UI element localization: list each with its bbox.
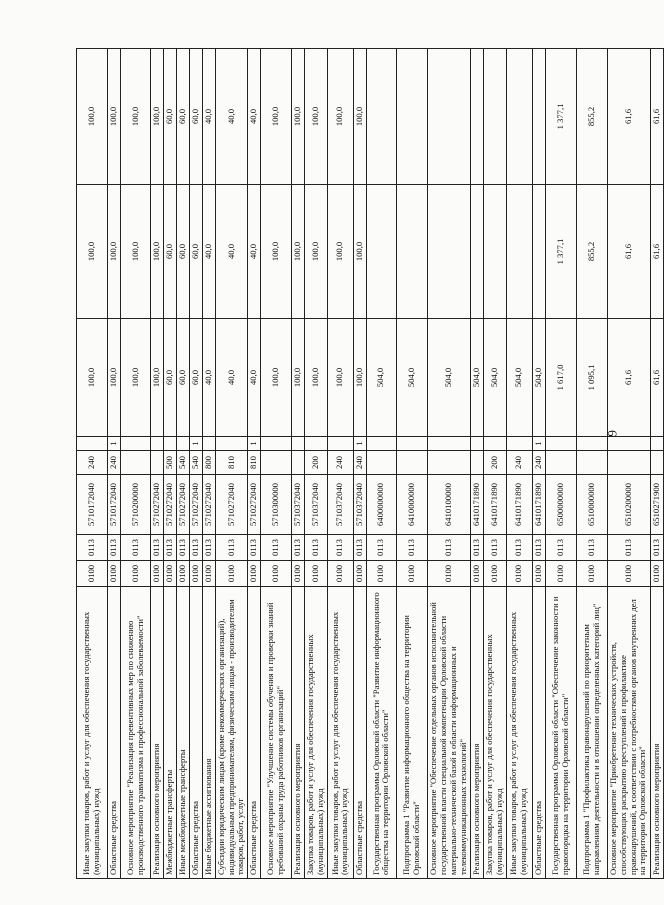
value-year3: 61,6 (607, 49, 650, 185)
target-code: 6410171890 (470, 475, 483, 535)
value-year1: 100,0 (77, 319, 108, 437)
value-year2: 100,0 (305, 185, 328, 319)
target-code: 5710272040 (202, 475, 215, 535)
row-name: Основное мероприятие "Улучшение системы обучения и проверки знаний требований охраны труда работников организаций" (261, 587, 292, 879)
table-row (77, 49, 108, 879)
expense-type (121, 451, 151, 475)
value-year2: 100,0 (353, 185, 366, 319)
section-code: 0113 (545, 535, 576, 561)
section-code: 0113 (470, 535, 483, 561)
extra-code (261, 437, 292, 451)
value-year1: 504,0 (366, 319, 396, 437)
expense-type (396, 451, 427, 475)
value-year2 (483, 185, 506, 319)
value-year2: 61,6 (607, 185, 650, 319)
expense-type: 540 (176, 451, 189, 475)
value-year2: 40,0 (202, 185, 215, 319)
table-row (327, 49, 353, 879)
expense-type (545, 451, 576, 475)
extra-code (176, 437, 189, 451)
ved-code: 0100 (77, 561, 108, 587)
target-code: 5710172040 (77, 475, 108, 535)
value-year1: 100,0 (151, 319, 164, 437)
row-name: Государственная программа Орловской области "Обеспечение законности и правопорядка на территории Орловской области" (545, 587, 576, 879)
ved-code: 0100 (176, 561, 189, 587)
section-code: 0113 (506, 535, 532, 561)
section-code: 0113 (215, 535, 248, 561)
value-year3: 100,0 (327, 49, 353, 185)
value-year3: 40,0 (202, 49, 215, 185)
value-year2: 60,0 (164, 185, 177, 319)
table-body (77, 49, 664, 879)
extra-code (202, 437, 215, 451)
row-name: Подпрограмма 1 "Профилактика правонарушений по приоритетным направлениям деятельности и в отношении определенных категорий лиц" (576, 587, 607, 879)
ved-code: 0100 (545, 561, 576, 587)
table-row (202, 49, 215, 879)
table-row (189, 49, 202, 879)
row-name: Реализация основного мероприятия (650, 587, 663, 879)
section-code: 0113 (483, 535, 506, 561)
section-code: 0113 (327, 535, 353, 561)
ved-code: 0100 (261, 561, 292, 587)
ved-code: 0100 (215, 561, 248, 587)
target-code: 5710272040 (151, 475, 164, 535)
table-row (483, 49, 506, 879)
value-year2: 100,0 (327, 185, 353, 319)
value-year3: 100,0 (121, 49, 151, 185)
section-code: 0113 (650, 535, 663, 561)
row-name: Реализация основного мероприятия (292, 587, 305, 879)
value-year2: 61,6 (650, 185, 663, 319)
section-code: 0113 (366, 535, 396, 561)
row-name: Закупка товаров, работ и услуг для обеспечения государственных (муниципальных) нужд (305, 587, 328, 879)
value-year1: 504,0 (396, 319, 427, 437)
expense-type: 810 (248, 451, 261, 475)
value-year2 (532, 185, 545, 319)
value-year1: 40,0 (202, 319, 215, 437)
extra-code: 1 (353, 437, 366, 451)
ved-code: 0100 (305, 561, 328, 587)
table-row (506, 49, 532, 879)
expense-type: 200 (305, 451, 328, 475)
ved-code: 0100 (327, 561, 353, 587)
value-year2: 100,0 (292, 185, 305, 319)
row-name: Областные средства (353, 587, 366, 879)
value-year1: 61,6 (650, 319, 663, 437)
row-name: Подпрограмма 1 "Развитие информационного общества на территории Орловской области" (396, 587, 427, 879)
value-year2 (396, 185, 427, 319)
extra-code (607, 437, 650, 451)
ved-code: 0100 (396, 561, 427, 587)
target-code: 5710372040 (292, 475, 305, 535)
extra-code (327, 437, 353, 451)
table-row (576, 49, 607, 879)
row-name: Государственная программа Орловской области "Развитие информационного общества на территории Орловской области" (366, 587, 396, 879)
extra-code (151, 437, 164, 451)
ved-code: 0100 (164, 561, 177, 587)
table-row (121, 49, 151, 879)
value-year3: 60,0 (176, 49, 189, 185)
table-row (607, 49, 650, 879)
value-year1: 100,0 (121, 319, 151, 437)
value-year3 (470, 49, 483, 185)
target-code: 6410000000 (396, 475, 427, 535)
ved-code: 0100 (189, 561, 202, 587)
section-code: 0113 (151, 535, 164, 561)
table-row (151, 49, 164, 879)
target-code: 6410171890 (532, 475, 545, 535)
expense-type (366, 451, 396, 475)
expense-type (650, 451, 663, 475)
ved-code: 0100 (506, 561, 532, 587)
expense-type (470, 451, 483, 475)
section-code: 0113 (305, 535, 328, 561)
extra-code: 1 (189, 437, 202, 451)
value-year1: 100,0 (327, 319, 353, 437)
ved-code: 0100 (483, 561, 506, 587)
target-code: 5710172040 (108, 475, 121, 535)
value-year3: 855,2 (576, 49, 607, 185)
expense-type (576, 451, 607, 475)
value-year1: 60,0 (189, 319, 202, 437)
expense-type: 240 (108, 451, 121, 475)
table-row (545, 49, 576, 879)
section-code: 0113 (353, 535, 366, 561)
row-name: Субсидии юридическим лицам (кроме некоммерческих организаций), индивидуальным предпринимателям, физическим лицам - производителям товаров, работ, услуг (215, 587, 248, 879)
value-year1: 504,0 (506, 319, 532, 437)
section-code: 0113 (576, 535, 607, 561)
value-year2: 100,0 (261, 185, 292, 319)
section-code: 0113 (121, 535, 151, 561)
value-year2 (427, 185, 470, 319)
ved-code: 0100 (121, 561, 151, 587)
value-year3: 100,0 (305, 49, 328, 185)
value-year3 (427, 49, 470, 185)
value-year1: 504,0 (532, 319, 545, 437)
rotated-page (76, 49, 664, 879)
extra-code: 1 (248, 437, 261, 451)
section-code: 0113 (189, 535, 202, 561)
target-code: 6500000000 (545, 475, 576, 535)
value-year3 (532, 49, 545, 185)
table-row (366, 49, 396, 879)
extra-code (215, 437, 248, 451)
target-code: 6510271900 (650, 475, 663, 535)
section-code: 0113 (176, 535, 189, 561)
row-name: Иные закупки товаров, работ и услуг для обеспечения государственных (муниципальных) нужд (77, 587, 108, 879)
ved-code: 0100 (353, 561, 366, 587)
extra-code (545, 437, 576, 451)
value-year2: 100,0 (151, 185, 164, 319)
table-row (427, 49, 470, 879)
expense-type (292, 451, 305, 475)
extra-code (121, 437, 151, 451)
expense-type: 240 (532, 451, 545, 475)
table-row (108, 49, 121, 879)
target-code: 5710300000 (261, 475, 292, 535)
extra-code (305, 437, 328, 451)
extra-code (164, 437, 177, 451)
expense-type (607, 451, 650, 475)
ved-code: 0100 (151, 561, 164, 587)
section-code: 0113 (164, 535, 177, 561)
target-code: 5710272040 (164, 475, 177, 535)
extra-code (650, 437, 663, 451)
ved-code: 0100 (248, 561, 261, 587)
expense-type: 240 (327, 451, 353, 475)
value-year3 (483, 49, 506, 185)
value-year2 (506, 185, 532, 319)
table-row (470, 49, 483, 879)
ved-code: 0100 (202, 561, 215, 587)
ved-code: 0100 (532, 561, 545, 587)
expense-type: 500 (164, 451, 177, 475)
section-code: 0113 (108, 535, 121, 561)
target-code: 6410171890 (506, 475, 532, 535)
extra-code (576, 437, 607, 451)
target-code: 5710372040 (327, 475, 353, 535)
value-year1: 60,0 (176, 319, 189, 437)
value-year1: 40,0 (215, 319, 248, 437)
row-name: Иные закупки товаров, работ и услуг для обеспечения государственных (муниципальных) нужд (327, 587, 353, 879)
expense-type: 800 (202, 451, 215, 475)
ved-code: 0100 (470, 561, 483, 587)
section-code: 0113 (202, 535, 215, 561)
value-year3 (366, 49, 396, 185)
extra-code (292, 437, 305, 451)
value-year2: 40,0 (248, 185, 261, 319)
expense-type: 810 (215, 451, 248, 475)
value-year1: 100,0 (305, 319, 328, 437)
table-row (305, 49, 328, 879)
expense-type (261, 451, 292, 475)
value-year3: 60,0 (189, 49, 202, 185)
value-year2: 100,0 (108, 185, 121, 319)
value-year3: 1 377,1 (545, 49, 576, 185)
ved-code: 0100 (607, 561, 650, 587)
value-year2: 100,0 (121, 185, 151, 319)
value-year2 (470, 185, 483, 319)
value-year3: 40,0 (215, 49, 248, 185)
value-year1: 100,0 (261, 319, 292, 437)
value-year1: 504,0 (483, 319, 506, 437)
value-year1: 1 095,1 (576, 319, 607, 437)
target-code: 5710272040 (189, 475, 202, 535)
value-year2 (366, 185, 396, 319)
target-code: 6510200000 (607, 475, 650, 535)
table-row (292, 49, 305, 879)
target-code: 6400000000 (366, 475, 396, 535)
table-row (532, 49, 545, 879)
target-code: 5710272040 (215, 475, 248, 535)
value-year3: 100,0 (261, 49, 292, 185)
table-row (396, 49, 427, 879)
value-year1: 504,0 (427, 319, 470, 437)
expense-type: 200 (483, 451, 506, 475)
extra-code (506, 437, 532, 451)
row-name: Реализация основного мероприятия (151, 587, 164, 879)
value-year2: 1 377,1 (545, 185, 576, 319)
value-year3: 100,0 (292, 49, 305, 185)
extra-code: 1 (108, 437, 121, 451)
section-code: 0113 (292, 535, 305, 561)
value-year2: 100,0 (77, 185, 108, 319)
value-year3: 100,0 (108, 49, 121, 185)
table-row (248, 49, 261, 879)
row-name: Закупка товаров, работ и услуг для обеспечения государственных (муниципальных) нужд (483, 587, 506, 879)
row-name: Иные закупки товаров, работ и услуг для обеспечения государственных (муниципальных) нужд (506, 587, 532, 879)
table-row (164, 49, 177, 879)
row-name: Основное мероприятие "Приобретение технических устройств, способствующих раскрытию преступлений и профилактике правонарушений, в соответствии с потребностями органов внутренних дел на территории Орловской области" (607, 587, 650, 879)
expense-type: 240 (353, 451, 366, 475)
page-number: 6 (605, 430, 620, 437)
row-name: Областные средства (189, 587, 202, 879)
expense-type: 540 (189, 451, 202, 475)
value-year3: 100,0 (77, 49, 108, 185)
value-year2: 60,0 (176, 185, 189, 319)
table-row (650, 49, 663, 879)
value-year1: 40,0 (248, 319, 261, 437)
section-code: 0113 (396, 535, 427, 561)
table-row (261, 49, 292, 879)
table-row (353, 49, 366, 879)
row-name: Областные средства (248, 587, 261, 879)
expense-type (151, 451, 164, 475)
value-year2: 60,0 (189, 185, 202, 319)
value-year1: 100,0 (108, 319, 121, 437)
budget-table (76, 48, 664, 879)
section-code: 0113 (427, 535, 470, 561)
row-name: Основное мероприятие "Реализация превентивных мер по снижению производственного травматизма и профессиональной заболеваемости" (121, 587, 151, 879)
extra-code (483, 437, 506, 451)
target-code: 5710272040 (248, 475, 261, 535)
target-code: 6410171890 (483, 475, 506, 535)
ved-code: 0100 (576, 561, 607, 587)
ved-code: 0100 (427, 561, 470, 587)
value-year3: 100,0 (353, 49, 366, 185)
row-name: Реализация основного мероприятия (470, 587, 483, 879)
section-code: 0113 (607, 535, 650, 561)
row-name: Межбюджетные трансферты (164, 587, 177, 879)
ved-code: 0100 (292, 561, 305, 587)
target-code: 5710372040 (353, 475, 366, 535)
value-year1: 61,6 (607, 319, 650, 437)
value-year3: 60,0 (164, 49, 177, 185)
extra-code (77, 437, 108, 451)
value-year2: 40,0 (215, 185, 248, 319)
extra-code (396, 437, 427, 451)
section-code: 0113 (248, 535, 261, 561)
value-year3: 100,0 (151, 49, 164, 185)
row-name: Основное мероприятие "Обеспечение отдельных органов исполнительной государственной власти специальной компетенции Орловской области материально-технической базой в области информационных и телекоммуникационных технологий" (427, 587, 470, 879)
ved-code: 0100 (366, 561, 396, 587)
table-row (176, 49, 189, 879)
row-name: Иные межбюджетные трансферты (176, 587, 189, 879)
section-code: 0113 (532, 535, 545, 561)
expense-type (427, 451, 470, 475)
value-year1: 100,0 (292, 319, 305, 437)
target-code: 5710372040 (305, 475, 328, 535)
ved-code: 0100 (108, 561, 121, 587)
target-code: 6410100000 (427, 475, 470, 535)
value-year3 (506, 49, 532, 185)
value-year3: 40,0 (248, 49, 261, 185)
extra-code (470, 437, 483, 451)
extra-code: 1 (532, 437, 545, 451)
value-year1: 1 617,0 (545, 319, 576, 437)
target-code: 5710272040 (176, 475, 189, 535)
target-code: 6510000000 (576, 475, 607, 535)
extra-code (427, 437, 470, 451)
row-name: Иные бюджетные ассигнования (202, 587, 215, 879)
value-year1: 60,0 (164, 319, 177, 437)
extra-code (366, 437, 396, 451)
ved-code: 0100 (650, 561, 663, 587)
target-code: 5710200000 (121, 475, 151, 535)
value-year3 (396, 49, 427, 185)
expense-type: 240 (506, 451, 532, 475)
value-year1: 100,0 (353, 319, 366, 437)
value-year3: 61,6 (650, 49, 663, 185)
expense-type: 240 (77, 451, 108, 475)
value-year1: 504,0 (470, 319, 483, 437)
table-row (215, 49, 248, 879)
section-code: 0113 (77, 535, 108, 561)
row-name: Областные средства (532, 587, 545, 879)
section-code: 0113 (261, 535, 292, 561)
value-year2: 855,2 (576, 185, 607, 319)
row-name: Областные средства (108, 587, 121, 879)
